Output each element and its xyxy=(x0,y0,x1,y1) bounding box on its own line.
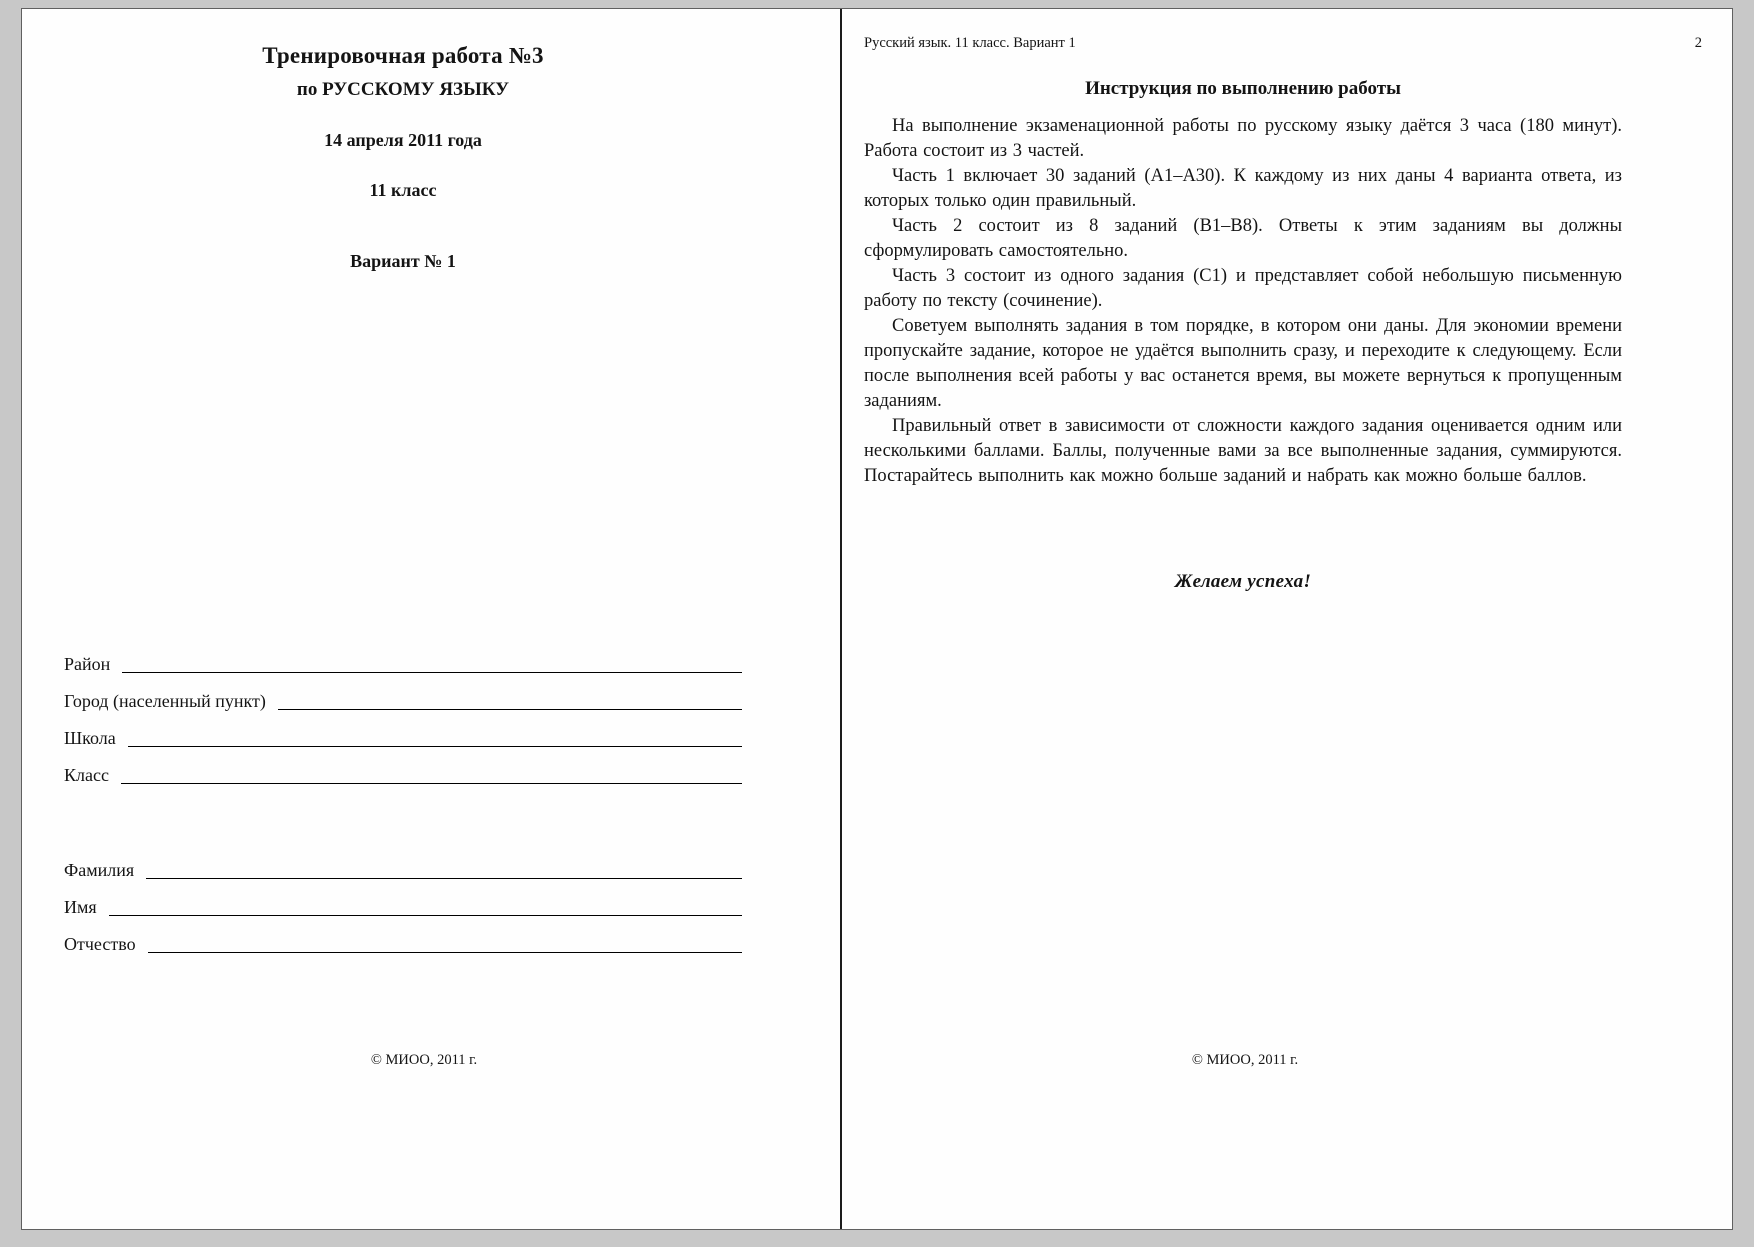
field-surname-line xyxy=(146,864,742,879)
document-spread xyxy=(21,8,1733,1230)
work-title: Тренировочная работа №3 xyxy=(262,43,544,68)
work-variant: Вариант № 1 xyxy=(350,251,456,271)
field-class-label: Класс xyxy=(64,765,109,785)
field-surname xyxy=(64,844,742,881)
page-1-content xyxy=(64,43,742,955)
field-patronymic-label: Отчество xyxy=(64,934,136,954)
field-school-line xyxy=(128,732,742,747)
title-block xyxy=(64,43,742,272)
instruction-paragraph: Часть 2 состоит из 8 заданий (В1–В8). Ответы к этим заданиям вы должны сформулировать самостоятельно. xyxy=(864,216,1622,261)
work-subject: по РУССКОМУ ЯЗЫКУ xyxy=(296,79,510,100)
instruction-paragraph: Советуем выполнять задания в том порядке, в котором они даны. Для экономии времени пропускайте задание, которое не удаётся выполнить сразу, и переходите к следующему. Если после выполнения всей работы у вас останется время, вы можете вернуться к пропущенным заданиям. xyxy=(864,316,1622,411)
work-grade: 11 класс xyxy=(369,180,437,200)
instruction-paragraph: На выполнение экзаменационной работы по русскому языку даётся 3 часа (180 минут). Работа состоит из 3 частей. xyxy=(864,116,1622,161)
instructions-heading: Инструкция по выполнению работы xyxy=(1085,78,1401,99)
instruction-paragraph: Часть 1 включает 30 заданий (А1–А30). К каждому из них даны 4 варианта ответа, из которых только один правильный. xyxy=(864,166,1622,211)
field-class xyxy=(64,749,742,786)
field-city xyxy=(64,675,742,712)
running-header-text: Русский язык. 11 класс. Вариант 1 xyxy=(864,35,1076,51)
page-number: 2 xyxy=(1694,35,1702,51)
good-luck-wish: Желаем успеха! xyxy=(1174,571,1312,592)
field-firstname xyxy=(64,881,742,918)
page-2-footer: © МИОО, 2011 г. xyxy=(1191,1052,1299,1068)
instruction-paragraph: Правильный ответ в зависимости от сложности каждого задания оценивается одним или несколькими баллами. Баллы, полученные вами за все выполненные задания, суммируются. Постарайтесь выполнить как можно больше заданий и набрать как можно больше баллов. xyxy=(864,416,1622,486)
field-firstname-label: Имя xyxy=(64,897,97,917)
field-firstname-line xyxy=(109,901,742,916)
field-patronymic xyxy=(64,918,742,955)
field-patronymic-line xyxy=(148,938,742,953)
field-district-label: Район xyxy=(64,654,111,674)
page-1 xyxy=(22,9,842,1229)
field-city-label: Город (населенный пункт) xyxy=(64,691,266,711)
field-city-line xyxy=(278,695,742,710)
field-district-line xyxy=(122,658,742,673)
work-date: 14 апреля 2011 года xyxy=(324,130,482,150)
location-fields xyxy=(64,638,742,786)
page-2 xyxy=(842,9,1732,1229)
running-header xyxy=(864,35,1704,52)
page-1-footer: © МИОО, 2011 г. xyxy=(370,1052,478,1068)
person-fields xyxy=(64,844,742,955)
field-school xyxy=(64,712,742,749)
page-2-content xyxy=(864,78,1622,593)
instruction-paragraph: Часть 3 состоит из одного задания (С1) и представляет собой небольшую письменную работу по тексту (сочинение). xyxy=(864,266,1622,311)
instructions-body xyxy=(864,114,1622,489)
field-surname-label: Фамилия xyxy=(64,860,135,880)
field-district xyxy=(64,638,742,675)
field-school-label: Школа xyxy=(64,728,116,748)
field-class-line xyxy=(121,769,742,784)
